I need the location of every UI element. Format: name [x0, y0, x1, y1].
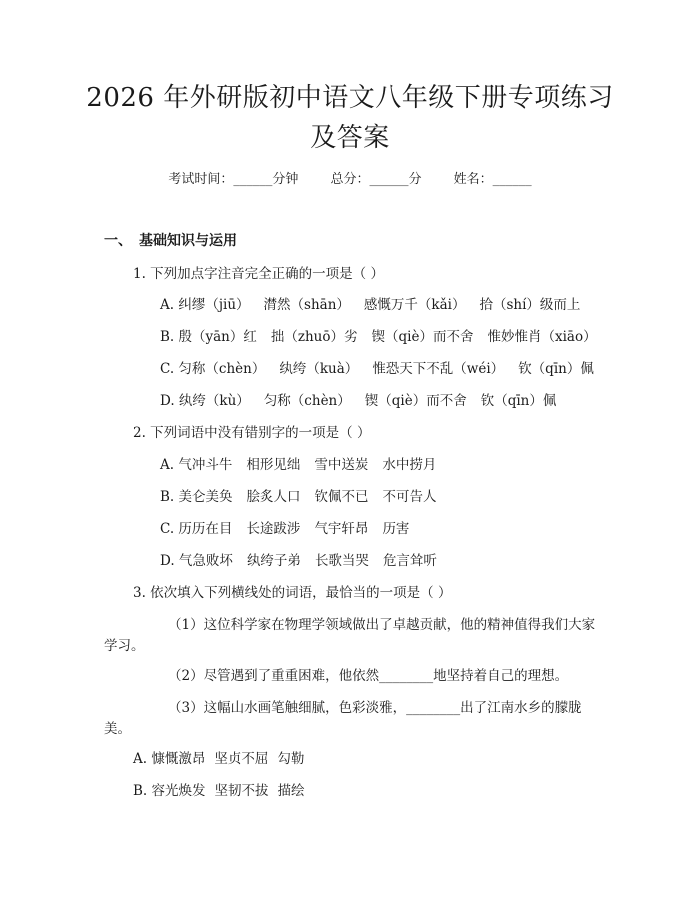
question-2-option-a: A. 气冲斗牛 相形见绌 雪中送炭 水中捞月	[160, 457, 437, 473]
question-3-sentence-1: （1）这位科学家在物理学领域做出了卓越贡献，他的精神值得我们大家	[168, 617, 596, 633]
question-1-option-b: B. 殷（yān）红 拙（zhuō）劣 锲（qiè）而不舍 惟妙惟肖（xiāo）	[160, 329, 597, 345]
question-3-sentence-3: （3）这幅山水画笔触细腻，色彩淡雅，________出了江南水乡的朦胧	[168, 700, 582, 716]
exam-time: 考试时间：______分钟	[168, 172, 299, 187]
question-2-stem: 2. 下列词语中没有错别字的一项是（ ）	[133, 425, 371, 441]
section-heading: 一、 基础知识与运用	[104, 233, 237, 249]
question-1-option-d: D. 纨绔（kù） 匀称（chèn） 锲（qiè）而不舍 钦（qīn）佩	[160, 393, 557, 409]
question-3-option-a: A. 慷慨激昂 坚贞不屈 勾勒	[133, 751, 305, 767]
exam-name: 姓名：______	[453, 172, 532, 187]
question-1-option-c: C. 匀称（chèn） 纨绔（kuà） 惟恐天下不乱（wéi） 钦（qīn）佩	[160, 361, 594, 377]
question-1-option-a: A. 纠缪（jiū） 潸然（shān） 感慨万千（kǎi） 拾（shí）级而上	[160, 297, 581, 313]
question-2-option-d: D. 气急败坏 纨绔子弟 长歌当哭 危言耸听	[160, 553, 437, 569]
question-3-sentence-2: （2）尽管遇到了重重困难，他依然________地坚持着自己的理想。	[168, 668, 569, 684]
question-3-sentence-1-cont: 学习。	[104, 638, 145, 654]
exam-info	[0, 168, 700, 187]
document-title-line2: 及答案	[310, 123, 390, 153]
question-3-option-b: B. 容光焕发 坚韧不拔 描绘	[133, 783, 305, 799]
question-2-option-b: B. 美仑美奂 脍炙人口 钦佩不已 不可告人	[160, 489, 437, 505]
question-2-option-c: C. 历历在目 长途跋涉 气宇轩昂 历害	[160, 521, 410, 537]
document-title-line1: 2026 年外研版初中语文八年级下册专项练习	[86, 83, 614, 113]
question-1-stem: 1. 下列加点字注音完全正确的一项是（ ）	[133, 266, 384, 282]
exam-score: 总分：______分	[330, 172, 422, 187]
question-3-sentence-3-cont: 美。	[104, 721, 131, 737]
question-3-stem: 3. 依次填入下列横线处的词语，最恰当的一项是（ ）	[133, 585, 452, 601]
